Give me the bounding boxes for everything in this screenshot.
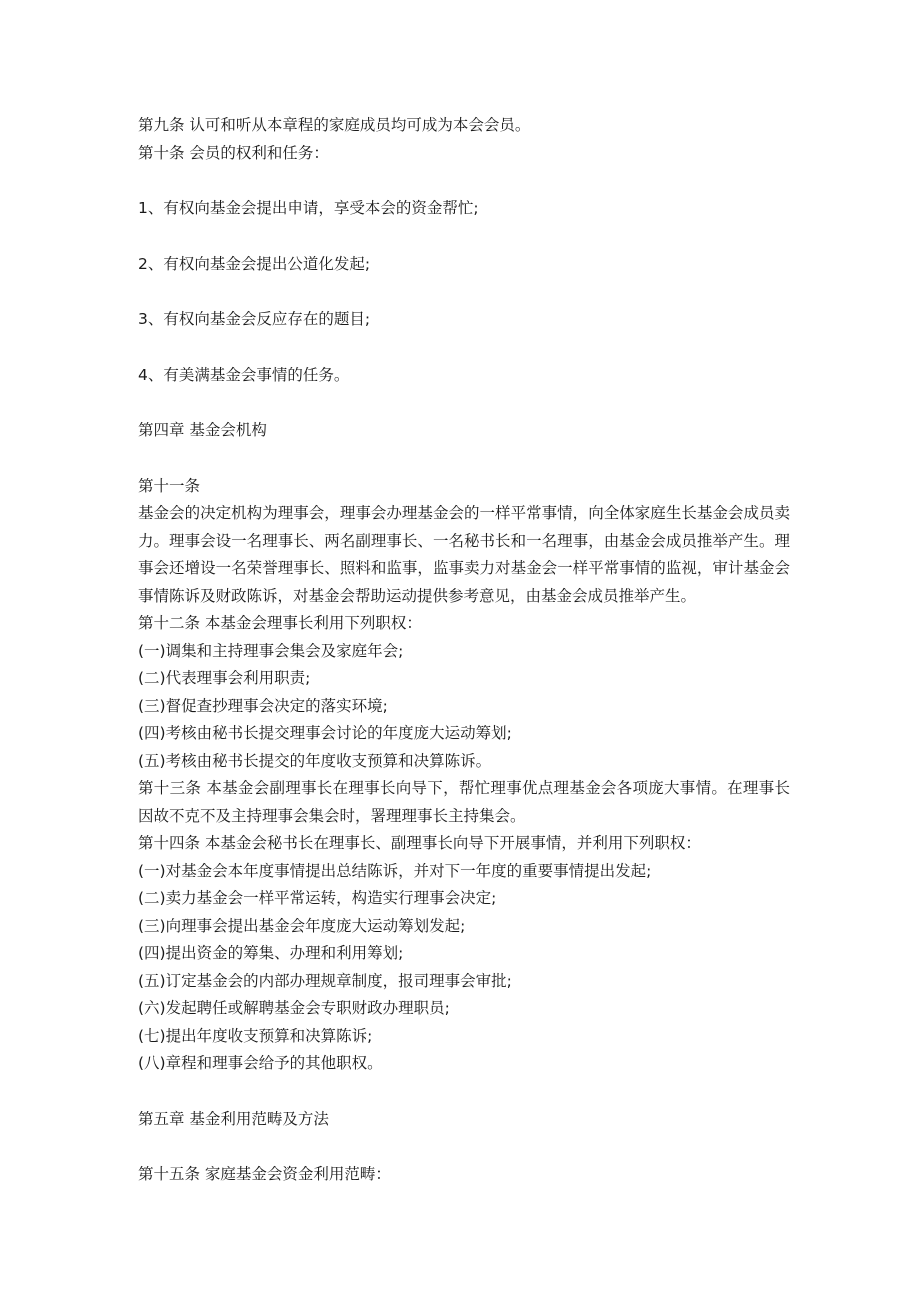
- article-14: 第十四条 本基金会秘书长在理事长、副理事长向导下开展事情，并利用下列职权：: [138, 834, 701, 852]
- chapter-5-heading: 第五章 基金利用范畴及方法: [138, 1109, 329, 1128]
- article-12-item: (三)督促查抄理事会决定的落实环境;: [138, 696, 388, 715]
- spacer: [138, 445, 790, 473]
- article-14-item: (二)卖力基金会一样平常运转，构造实行理事会决定;: [138, 889, 497, 907]
- article-12-item: (一)调集和主持理事会集会及家庭年会;: [138, 641, 404, 660]
- article-12-item: (五)考核由秘书长提交的年度收支预算和决算陈诉。: [138, 751, 492, 770]
- article-14-item: (七)提出年度收支预算和决算陈诉;: [138, 1026, 373, 1045]
- article-14-item: (五)订定基金会的内部办理规章制度，报司理事会审批;: [138, 971, 512, 990]
- article-12-item: (二)代表理事会利用职责;: [138, 669, 311, 687]
- spacer: [138, 1078, 790, 1106]
- article-9: 第九条 认可和听从本章程的家庭成员均可成为本会会员。: [138, 116, 531, 134]
- article-14-item: (八)章程和理事会给予的其他职权。: [138, 1054, 383, 1072]
- document-body: [138, 112, 790, 1189]
- article-15: 第十五条 家庭基金会资金利用范畴：: [138, 1165, 391, 1183]
- article-11-title: 第十一条: [138, 476, 201, 495]
- article-10: 第十条 会员的权利和任务：: [138, 143, 329, 162]
- article-13: 第十三条 本基金会副理事长在理事长向导下，帮忙理事优点理基金会各项庞大事情。在理事长因故不克不及主持理事会集会时，署理理事长主持集会。: [138, 779, 790, 825]
- rights-item: 2、有权向基金会提出公道化发起;: [138, 254, 371, 273]
- spacer: [138, 223, 790, 251]
- chapter-4-heading: 第四章 基金会机构: [138, 421, 267, 439]
- spacer: [138, 389, 790, 417]
- rights-item: 3、有权向基金会反应存在的题目;: [138, 310, 371, 328]
- article-11-body: 基金会的决定机构为理事会，理事会办理基金会的一样平常事情，向全体家庭生长基金会成员卖力。理事会设一名理事长、两名副理事长、一名秘书长和一名理事，由基金会成员推举产生。理事会还增设一名荣誉理事长、照料和监事，监事卖力对基金会一样平常事情的监视，审计基金会事情陈诉及财政陈诉，对基金会帮助运动提供参考意见，由基金会成员推举产生。: [138, 504, 790, 605]
- rights-item: 4、有美满基金会事情的任务。: [138, 365, 350, 384]
- article-12-item: (四)考核由秘书长提交理事会讨论的年度庞大运动筹划;: [138, 724, 512, 742]
- article-14-item: (六)发起聘任或解聘基金会专职财政办理职员;: [138, 999, 450, 1017]
- article-14-item: (三)向理事会提出基金会年度庞大运动筹划发起;: [138, 916, 466, 935]
- rights-item: 1、有权向基金会提出申请，享受本会的资金帮忙;: [138, 199, 479, 217]
- spacer: [138, 167, 790, 195]
- article-14-item: (一)对基金会本年度事情提出总结陈诉，并对下一年度的重要事情提出发起;: [138, 861, 652, 880]
- article-12: 第十二条 本基金会理事长利用下列职权：: [138, 614, 422, 632]
- article-14-item: (四)提出资金的筹集、办理和利用筹划;: [138, 944, 404, 962]
- spacer: [138, 1133, 790, 1161]
- spacer: [138, 334, 790, 362]
- spacer: [138, 278, 790, 306]
